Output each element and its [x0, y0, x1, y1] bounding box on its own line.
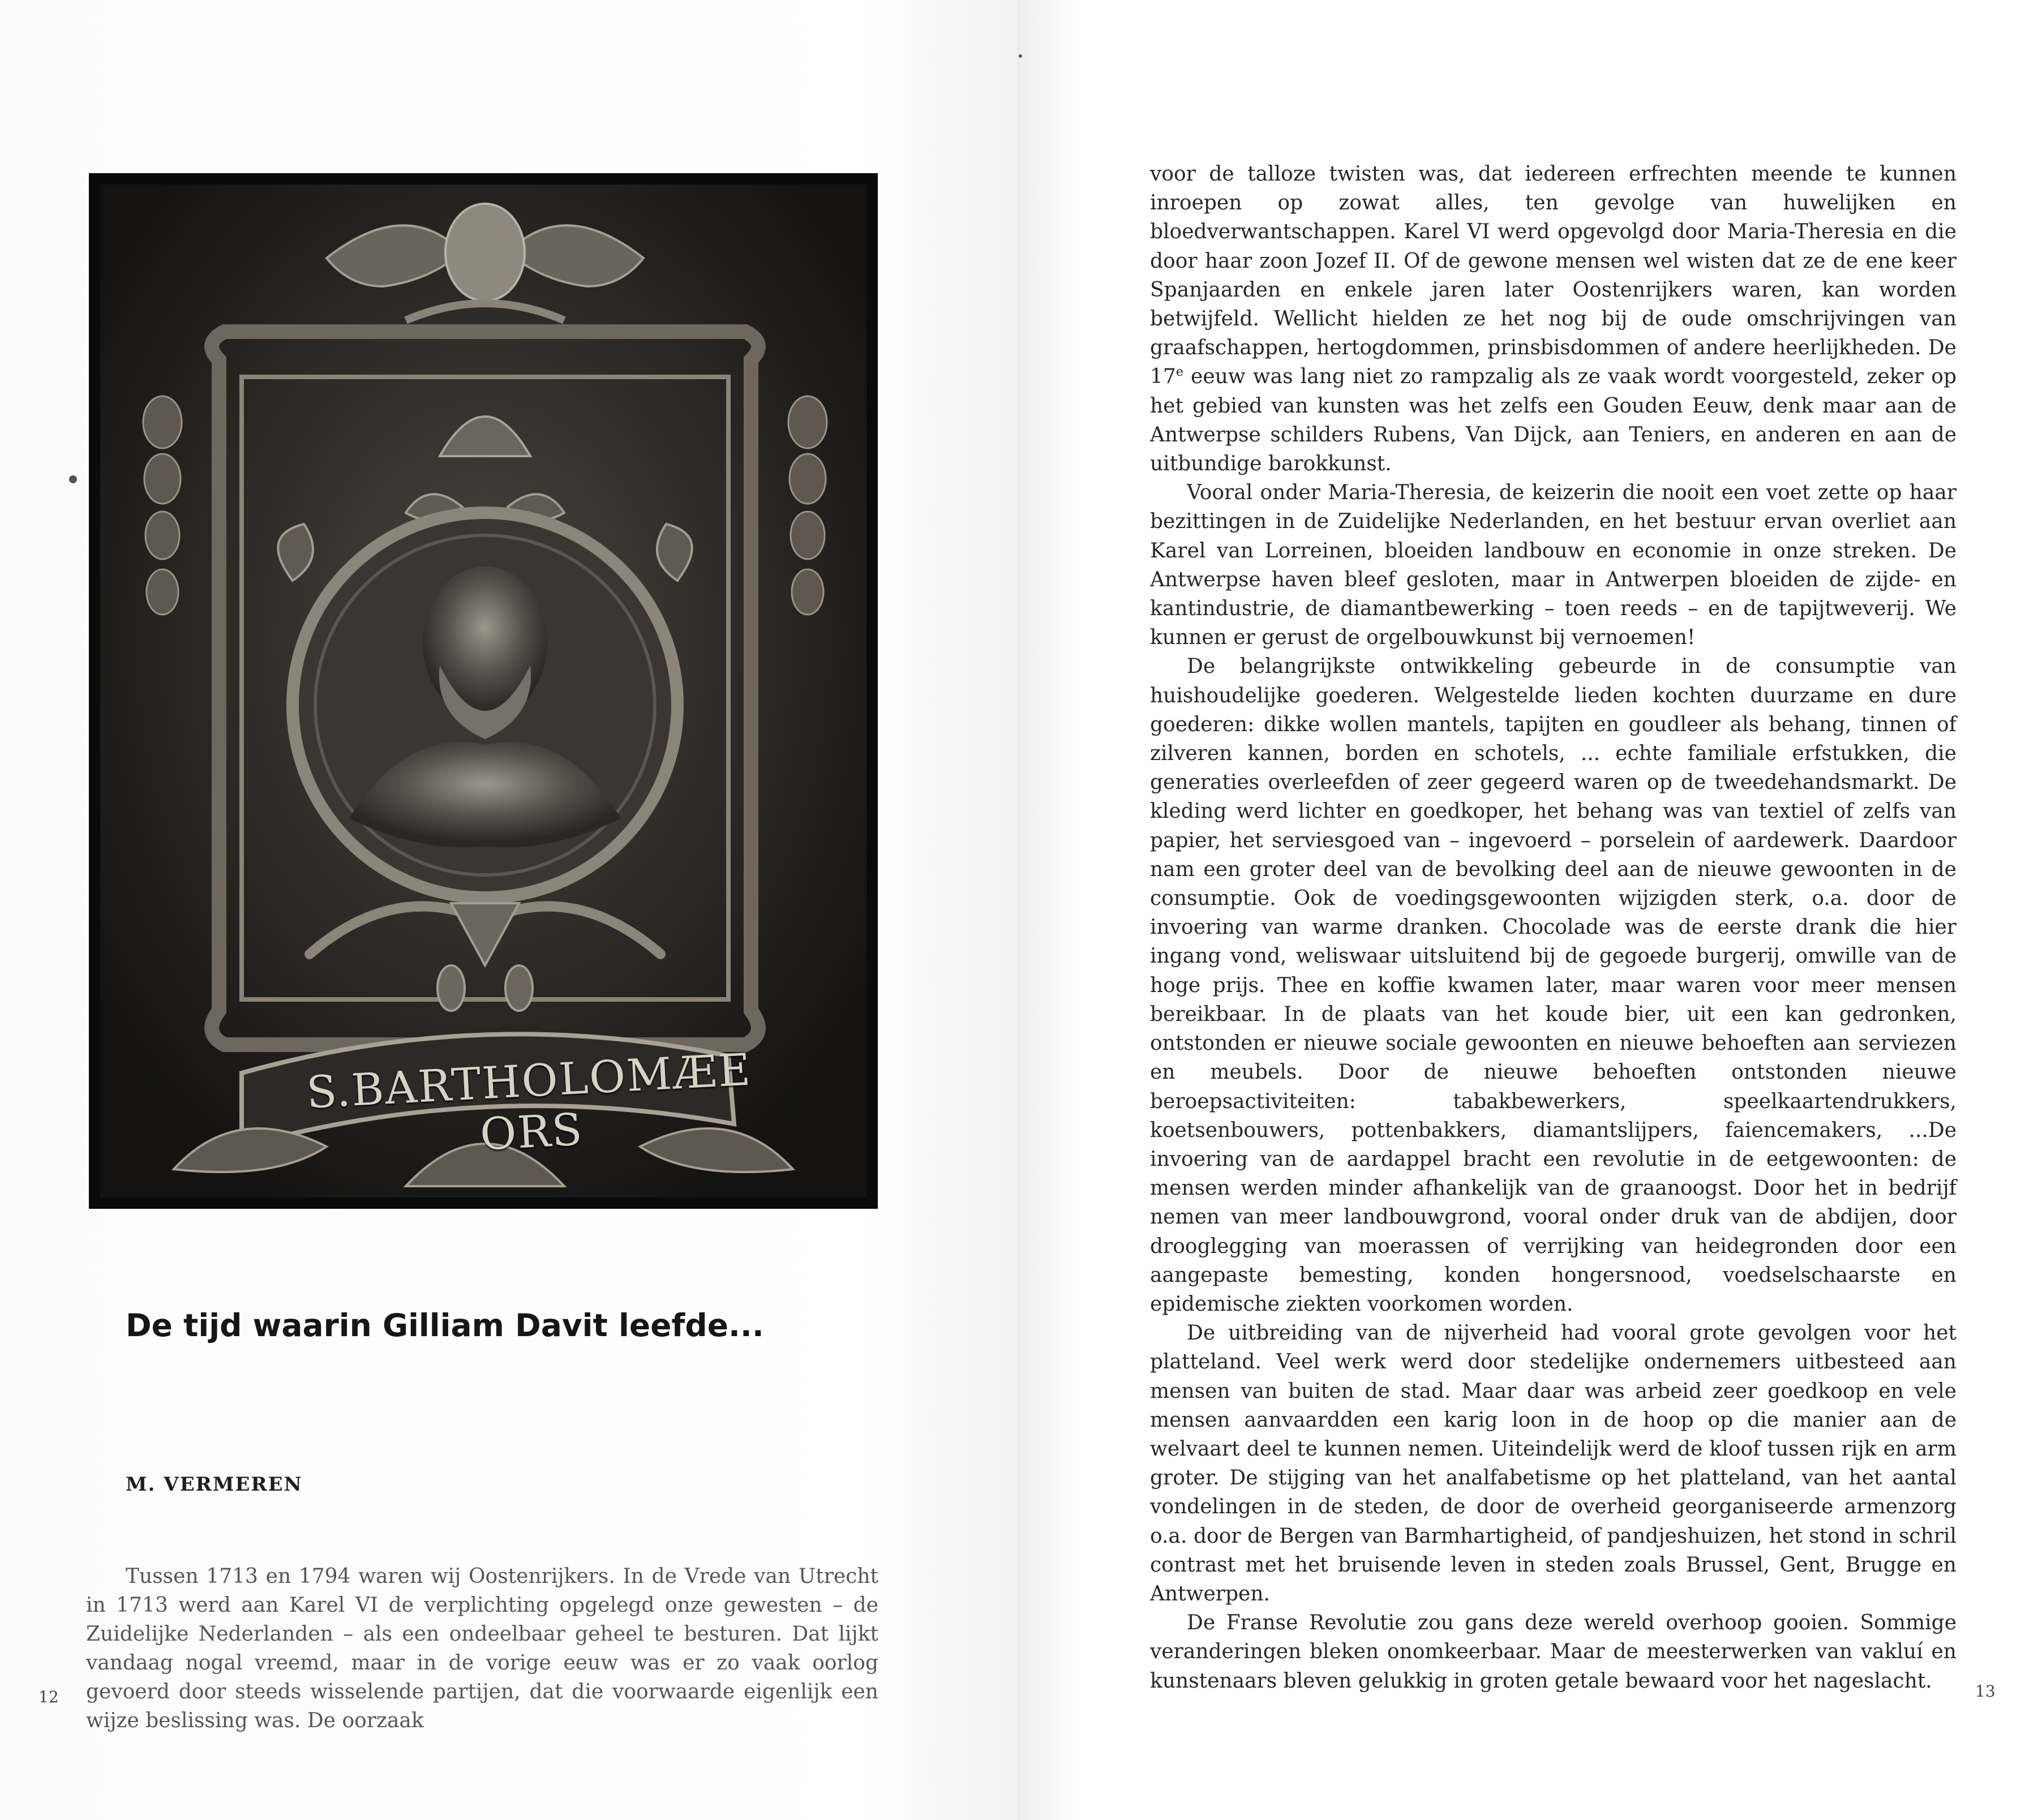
left-paragraph-1: Tussen 1713 en 1794 waren wij Oostenrijkers. In de Vrede van Utrecht in 1713 werd aan Karel VI de verplichting opgelegd onze gewesten – de Zuidelijke Nederlanden – als een ondeelbaar geheel te besturen. Dat lijkt vandaag nogal vreemd, maar in de vorige eeuw was er zo vaak oorlog gevoerd door steeds wisselende partijen, dat die voorwaarde eigenlijk een wijze beslissing was. De oorzaak [86, 1565, 878, 1732]
page-number-right: 13 [1975, 1682, 1996, 1701]
article-title: De tijd waarin Gilliam Davit leefde... [126, 1307, 764, 1343]
right-paragraph-5: De Franse Revolutie zou gans deze wereld overhoop gooien. Sommige veranderingen bleken onomkeerbaar. Maar de meesterwerken van vakluí en kunstenaars bleven gelukkig in groten getale bewaard voor het nageslacht. [1150, 1611, 1957, 1693]
right-paragraph-4: De uitbreiding van de nijverheid had vooral grote gevolgen voor het platteland. Veel werk werd door stedelijke ondernemers uitbesteed aan mensen van buiten de stad. Maar daar was arbeid zeer goedkoop en vele mensen aanvaardden een karig loon in de hoop op die manier aan de welvaart deel te kunnen nemen. Uiteindelijk werd de kloof tussen rijk en arm groter. De stijging van het analfabetisme op het platteland, van het aantal vondelingen in de steden, de door de overheid georganiseerde armenzorg o.a. door de Bergen van Barmhartigheid, of pandjeshuizen, het stond in schril contrast met het bruisende leven in steden zoals Brussel, Gent, Brugge en Antwerpen. [1150, 1321, 1957, 1606]
right-paragraph-2: Vooral onder Maria-Theresia, de keizerin die nooit een voet zette op haar bezittingen in de Zuidelijke Nederlanden, en het bestuur ervan overliet aan Karel van Lorreinen, bloeiden landbouw en economie in onze streken. De Antwerpse haven bleef gesloten, maar in Antwerpen bloeiden de zijde- en kantindustrie, de diamantbewerking – toen reeds – en de tapijtweverij. We kunnen er gerust de orgelbouwkunst bij vernoemen! [1150, 481, 1957, 650]
panel-inscription: S.BARTHOLOMÆE ORS [305, 1044, 753, 1161]
right-paragraph-1-rest: eeuw was lang niet zo rampzalig als ze vaak wordt voorgesteld, zeker op het gebied van kunsten was het zelfs een Gouden Eeuw, denk maar aan de Antwerpse schilders Rubens, Van Dijck, aan Teniers, en anderen en aan de uitbundige barokkunst. [1150, 365, 1957, 476]
right-body-text [1150, 160, 1957, 1695]
page-number-left: 12 [38, 1688, 59, 1706]
scan-speck [69, 475, 77, 483]
left-body-text [86, 1562, 878, 1735]
right-paragraph-1 [1150, 160, 1957, 478]
right-page [1019, 0, 2038, 1820]
carved-panel-photo [89, 173, 878, 1209]
scan-speck [1019, 54, 1022, 58]
article-author: M. VERMEREN [126, 1473, 303, 1496]
century-superscript: e [1175, 365, 1183, 380]
right-paragraph-3: De belangrijkste ontwikkeling gebeurde in de consumptie van huishoudelijke goederen. Welgestelde lieden kochten duurzame en dure goederen: dikke wollen mantels, tapijten en goudleer als behang, tinnen of zilveren kannen, borden en schotels, ... echte familiale erfstukken, die generaties overleefden of zeer gegeerd waren op de tweedehandsmarkt. De kleding werd lichter en goedkoper, het behang was van textiel of zelfs van papier, het serviesgoed van – ingevoerd – porselein of aardewerk. Daardoor nam een groter deel van de bevolking deel aan de nieuwe gewoonten in de consumptie. Ook de voedingsgewoonten wijzigden sterk, o.a. door de invoering van warme dranken. Chocolade was de eerste drank die hier ingang vond, weliswaar uitsluitend bij de gegoede burgerij, omwille van de hoge prijs. Thee en koffie kwamen later, maar waren voor meer mensen bereikbaar. In de plaats van het koude bier, uit een kan gedronken, ontstonden er nieuwe sociale gewoonten en nieuwe behoeften aan serviezen en meubels. Door de nieuwe behoeften ontstonden nieuwe beroepsactiviteiten: tabakbewerkers, speelkaartendrukkers, koetsenbouwers, pottenbakkers, diamantslijpers, faiencemakers, ...De invoering van de aardappel bracht een revolutie in de eetgewoonten: de mensen werden minder afhankelijk van de graanoogst. Door het in bedrijf nemen van meer landbouwgrond, vooral onder druk van de abdijen, door drooglegging van moerassen of verrijking van heidegronden door een aangepaste bemesting, konden hongersnood, voedselschaarste en epidemische ziekten voorkomen worden. [1150, 655, 1957, 1316]
right-paragraph-1-text: voor de talloze twisten was, dat iedereen erfrechten meende te kunnen inroepen op zowat alles, ten gevolge van huwelijken en bloedverwantschappen. Karel VI werd opgevolgd door Maria-Theresia en die door haar zoon Jozef II. Of de gewone mensen wel wisten dat ze de ene keer Spanjaarden en enkele jaren later Oostenrijkers waren, kan worden betwijfeld. Wellicht hielden ze het nog bij de oude omschrijvingen van graafschappen, hertogdommen, prinsbisdommen of andere heerlijkheden. De 17 [1150, 162, 1957, 389]
